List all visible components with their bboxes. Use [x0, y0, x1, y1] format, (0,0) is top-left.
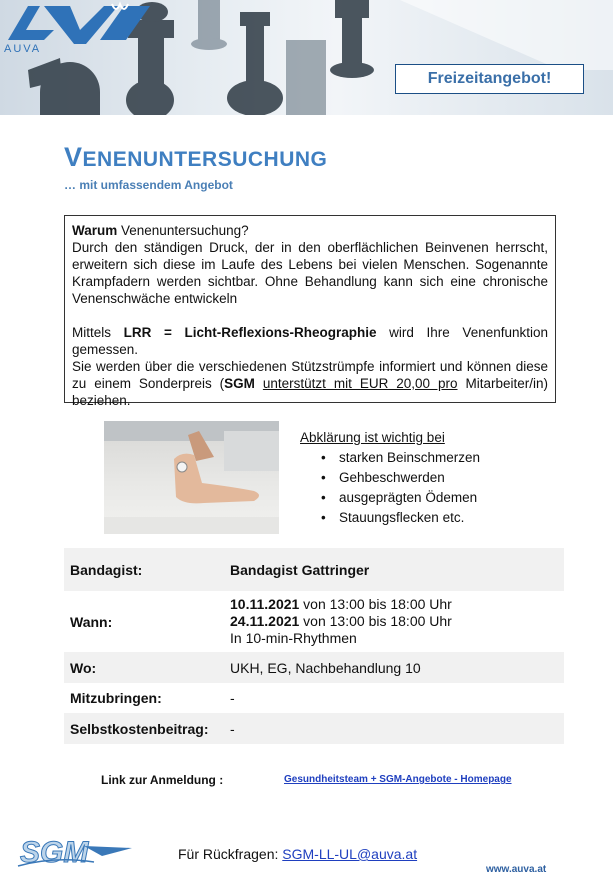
- table-row: [64, 652, 564, 683]
- sgm-bold: SGM: [224, 376, 255, 391]
- auva-logo-icon: [0, 0, 152, 54]
- para-druck: Durch den ständigen Druck, der in den oberflächlichen Beinvenen herrscht, erweitern sich diese im Laufe des Lebens bei vielen Menschen. Sogenannte Krampfadern werden sichtbar. Ohne Behandlung kann sich eine chronische Venenschwäche entwickeln: [72, 240, 548, 306]
- contact-email-link[interactable]: SGM-LL-UL@auva.at: [282, 846, 418, 862]
- registration-link[interactable]: Gesundheitsteam + SGM-Angebote - Homepage: [284, 774, 512, 785]
- info-box: [64, 215, 556, 408]
- para-lrr: [72, 324, 548, 358]
- date-1: 10.11.2021: [230, 596, 300, 612]
- time-2: von 13:00 bis 18:00 Uhr: [299, 613, 452, 629]
- page-subtitle: … mit umfassendem Angebot: [64, 178, 233, 192]
- title-first-letter: V: [64, 142, 83, 172]
- sgm-logo-icon: [14, 826, 134, 872]
- para3-space: [255, 376, 263, 391]
- para3-a: Sie werden über die verschiedenen Stützstrümpfe informiert und können diese zu einem Sonderpreis (: [72, 359, 548, 391]
- bandagist-value: Bandagist Gattringer: [230, 561, 370, 578]
- page-title: [64, 142, 327, 173]
- symptom-list: [300, 448, 480, 528]
- registration-label: Link zur Anmeldung :: [101, 773, 224, 787]
- svg-text:AUVA: AUVA: [4, 43, 42, 54]
- lrr-bold: LRR = Licht-Reflexions-Rheographie: [123, 325, 377, 340]
- header-banner: [0, 0, 613, 115]
- mitbringen-value: -: [230, 690, 235, 706]
- contact-line: [178, 846, 417, 862]
- mittels-text: Mittels: [72, 325, 124, 340]
- mittels-rest: wird Ihre Venenfunktion gemessen.: [72, 325, 549, 357]
- beitrag-label: Selbstkostenbeitrag:: [70, 720, 209, 737]
- wo-value: UKH, EG, Nachbehandlung 10: [230, 659, 421, 676]
- table-row: [64, 713, 564, 744]
- beitrag-value: -: [230, 720, 235, 737]
- warum-rest: Venenuntersuchung?: [117, 223, 249, 238]
- website-url: www.auva.at: [486, 864, 547, 875]
- subsidy-underlined: unterstützt mit EUR 20,00 pro: [262, 376, 458, 391]
- list-item: • Gehbeschwerden: [339, 468, 480, 488]
- para-strumpf: [72, 358, 548, 409]
- time-1: von 13:00 bis 18:00 Uhr: [299, 596, 452, 612]
- abklaerung-heading: Abklärung ist wichtig bei: [300, 430, 445, 445]
- svg-text:SGM: SGM: [20, 836, 89, 869]
- abklaerung-section: [300, 430, 480, 528]
- foot-examination-photo: [104, 421, 279, 534]
- table-row: [64, 683, 564, 713]
- contact-label: Für Rückfragen:: [178, 846, 283, 862]
- wo-label: Wo:: [70, 659, 97, 676]
- freizeitangebot-badge: Freizeitangebot!: [395, 64, 584, 94]
- rhythm: In 10-min-Rhythmen: [230, 630, 357, 646]
- list-item: • starken Beinschmerzen: [339, 448, 480, 468]
- table-row: [64, 548, 564, 591]
- bandagist-label: Bandagist:: [70, 561, 143, 578]
- mitbringen-label: Mitzubringen:: [70, 690, 162, 706]
- list-item: • ausgeprägten Ödemen: [339, 488, 480, 508]
- details-table: [64, 548, 564, 744]
- table-row: [64, 591, 564, 652]
- wann-label: Wann:: [70, 613, 113, 630]
- warum-line: [72, 222, 548, 239]
- list-item: • Stauungsflecken etc.: [339, 508, 480, 528]
- title-rest: ENENUNTERSUCHUNG: [82, 148, 328, 171]
- para3-b: Mitarbeiter/in) beziehen.: [72, 376, 548, 408]
- wann-value: [224, 591, 564, 652]
- date-2: 24.11.2021: [230, 613, 300, 629]
- warum-bold: Warum: [72, 223, 118, 238]
